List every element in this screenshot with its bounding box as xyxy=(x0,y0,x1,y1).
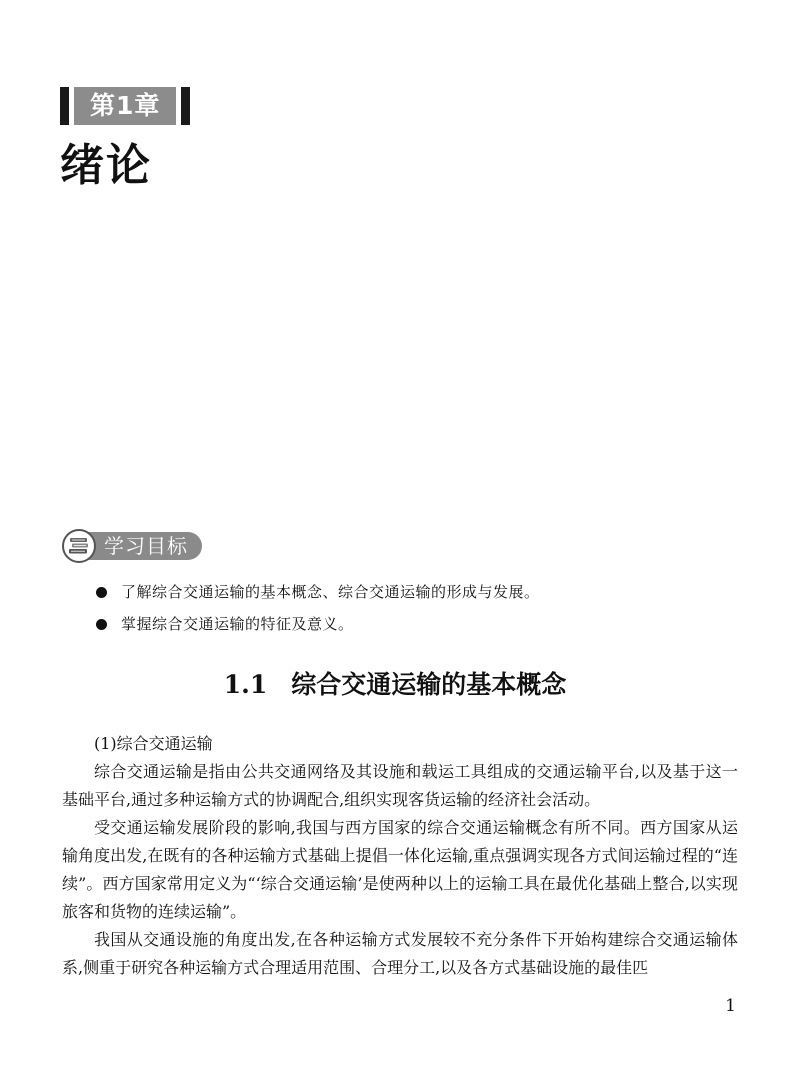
chapter-tag-left-bar xyxy=(60,87,69,125)
paragraph: 我国从交通设施的角度出发,在各种运输方式发展较不充分条件下开始构建综合交通运输体系,侧重于研究各种运输方式合理适用范围、合理分工,以及各方式基础设施的最佳匹 xyxy=(62,930,738,977)
objective-text: 了解综合交通运输的基本概念、综合交通运输的形成与发展。 xyxy=(121,583,540,601)
paragraph: 受交通运输发展阶段的影响,我国与西方国家的综合交通运输概念有所不同。西方国家从运输角度出发,在既有的各种运输方式基础上提倡一体化运输,重点强调实现各方式间运输过程的“连续”。西方国家常用定义为“‘综合交通运输’是使两种以上的运输工具在最优化基础上整合,以实现旅客和货物的连续运输”。 xyxy=(62,818,738,921)
section-heading xyxy=(0,667,790,703)
learning-objectives-badge xyxy=(62,529,202,563)
bullet-icon xyxy=(96,587,107,598)
chapter-tag-right-bar xyxy=(181,87,190,125)
section-number: 1.1 xyxy=(223,670,268,699)
body-text xyxy=(62,730,738,982)
list-item xyxy=(96,576,540,608)
chapter-title: 绪论 xyxy=(60,140,152,191)
list-item xyxy=(96,608,540,640)
learning-objectives-label: 学习目标 xyxy=(80,532,202,560)
chapter-label: 第1章 xyxy=(74,87,176,125)
objective-text: 掌握综合交通运输的特征及意义。 xyxy=(121,615,354,633)
chapter-tag xyxy=(60,87,190,125)
stacked-books-icon xyxy=(62,529,96,563)
subheading-paragraph: (1)综合交通运输 xyxy=(94,734,213,753)
paragraph: 综合交通运输是指由公共交通网络及其设施和载运工具组成的交通运输平台,以及基于这一基础平台,通过多种运输方式的协调配合,组织实现客货运输的经济社会活动。 xyxy=(62,762,738,809)
learning-objectives-list xyxy=(96,576,540,640)
section-title: 综合交通运输的基本概念 xyxy=(291,670,567,699)
page-number: 1 xyxy=(725,996,736,1016)
bullet-icon xyxy=(96,619,107,630)
